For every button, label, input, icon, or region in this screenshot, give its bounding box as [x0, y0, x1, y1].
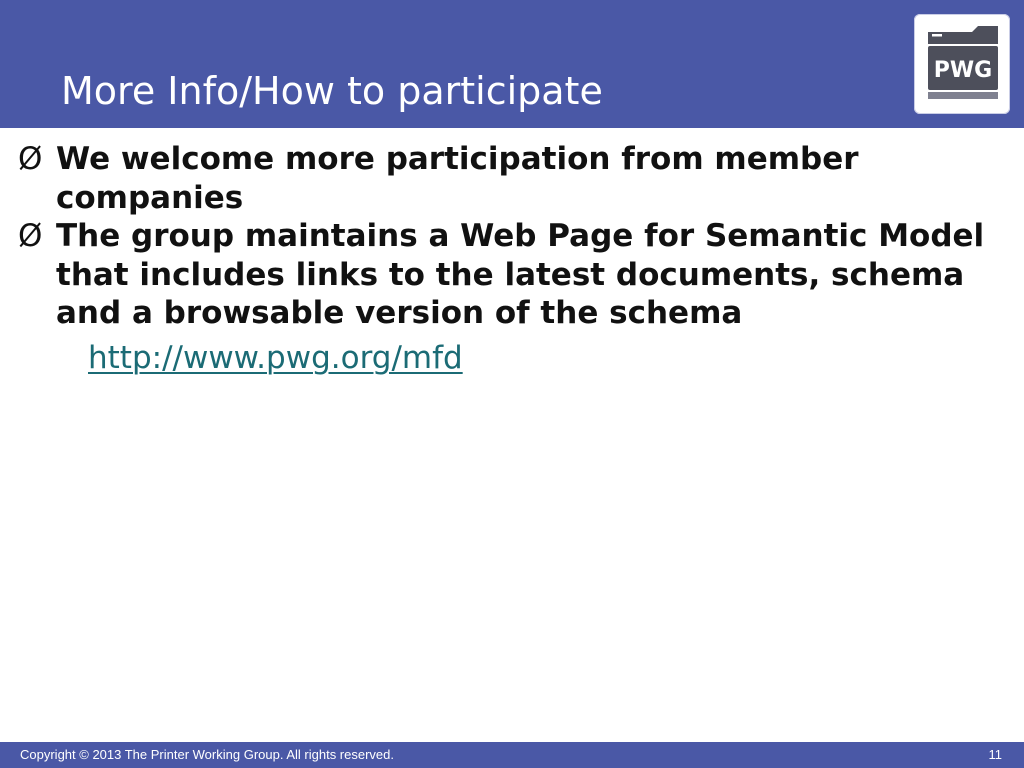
slide-body — [18, 140, 1008, 377]
footer-bar — [0, 742, 1024, 768]
copyright-text: Copyright © 2013 The Printer Working Group. All rights reserved. — [20, 747, 394, 762]
pwg-logo — [914, 14, 1010, 114]
arrow-bullet-icon: Ø — [18, 218, 43, 254]
pwg-mfd-link[interactable]: http://www.pwg.org/mfd — [88, 339, 463, 376]
page-number: 11 — [988, 747, 1002, 762]
printer-logo-icon — [914, 14, 1010, 114]
bullet-item-1 — [18, 140, 1008, 217]
title-bar — [0, 0, 1024, 128]
bullet-text-1: We welcome more participation from member companies — [56, 141, 859, 216]
bullet-text-2: The group maintains a Web Page for Semantic Model that includes links to the latest documents, schema and a browsable version of the schema — [56, 218, 985, 331]
link-line — [18, 339, 1008, 378]
logo-lettering: PWG — [933, 58, 993, 83]
bullet-item-2 — [18, 217, 1008, 333]
arrow-bullet-icon: Ø — [18, 141, 43, 177]
slide-title: More Info/How to participate — [61, 69, 603, 113]
